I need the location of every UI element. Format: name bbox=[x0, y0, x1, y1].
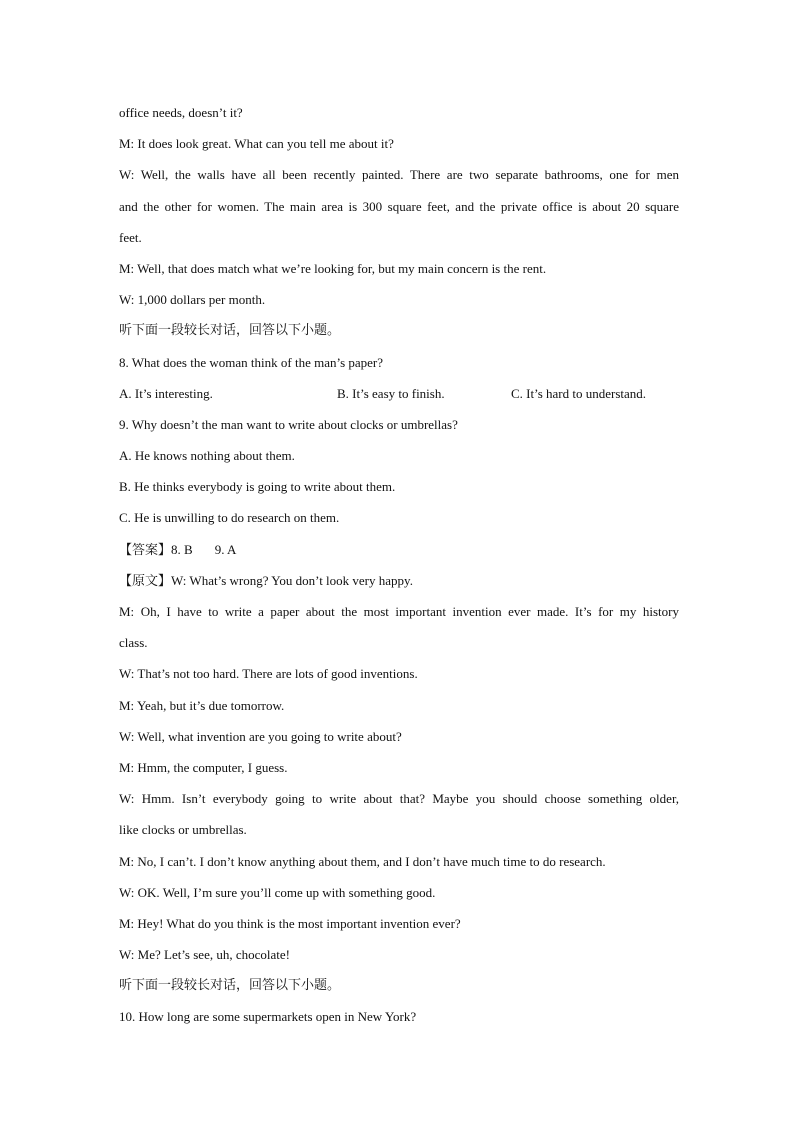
answer-line bbox=[119, 538, 679, 569]
dialogue-line: M: It does look great. What can you tell me about it? bbox=[119, 136, 394, 152]
option-b: B. He thinks everybody is going to write about them. bbox=[119, 479, 396, 495]
original-label: 【原文】 bbox=[119, 573, 172, 589]
dialogue-line: M: Hey! What do you think is the most important invention ever? bbox=[119, 915, 461, 931]
dialogue-line: W: Well, the walls have all been recently painted. There are two separate bathrooms, one for men bbox=[119, 167, 679, 183]
dialogue-line-continued: and the other for women. The main area is 300 square feet, and the private office is about 20 square bbox=[119, 198, 679, 214]
dialogue-line: W: OK. Well, I’m sure you’ll come up with something good. bbox=[119, 884, 436, 900]
option-b: B. It’s easy to finish. bbox=[337, 385, 445, 401]
text-line: office needs, doesn’t it? bbox=[119, 105, 243, 120]
dialogue-line: W: What’s wrong? You don’t look very happy. bbox=[171, 572, 413, 588]
answer-9: 9. A bbox=[214, 541, 237, 557]
original-text-line bbox=[119, 569, 679, 600]
dialogue-line: M: Well, that does match what we’re looking for, but my main concern is the rent. bbox=[119, 260, 547, 276]
dialogue-line: W: Well, what invention are you going to write about? bbox=[119, 728, 402, 744]
dialogue-line: M: Hmm, the computer, I guess. bbox=[119, 759, 288, 775]
section-instruction: 听下面一段较长对话，回答以下小题。 bbox=[119, 978, 341, 994]
dialogue-line: M: Oh, I have to write a paper about the most important invention ever made. It’s for my history bbox=[119, 604, 679, 619]
dialogue-line-continued: class. bbox=[119, 635, 148, 651]
option-c: C. He is unwilling to do research on them. bbox=[119, 510, 340, 526]
dialogue-line: W: Hmm. Isn’t everybody going to write about that? Maybe you should choose something older, bbox=[119, 791, 679, 807]
dialogue-line: M: No, I can’t. I don’t know anything about them, and I don’t have much time to do research. bbox=[119, 853, 606, 869]
dialogue-line-continued: feet. bbox=[119, 229, 142, 245]
dialogue-line: W: Me? Let’s see, uh, chocolate! bbox=[119, 947, 290, 963]
dialogue-line: W: That’s not too hard. There are lots of good inventions. bbox=[119, 666, 418, 682]
question-8: 8. What does the woman think of the man’s paper? bbox=[119, 354, 384, 370]
option-a: A. He knows nothing about them. bbox=[119, 448, 295, 464]
dialogue-line: M: Yeah, but it’s due tomorrow. bbox=[119, 697, 285, 713]
option-a: A. It’s interesting. bbox=[119, 385, 213, 401]
question-10: 10. How long are some supermarkets open in New York? bbox=[119, 1009, 417, 1025]
document-body bbox=[119, 101, 679, 1037]
dialogue-line: W: 1,000 dollars per month. bbox=[119, 292, 266, 308]
dialogue-line-continued: like clocks or umbrellas. bbox=[119, 822, 247, 838]
answer-8: 8. B bbox=[171, 541, 193, 557]
question-9: 9. Why doesn’t the man want to write about clocks or umbrellas? bbox=[119, 416, 458, 432]
answer-label: 【答案】 bbox=[119, 542, 172, 558]
question-8-options bbox=[119, 382, 679, 413]
section-instruction: 听下面一段较长对话，回答以下小题。 bbox=[119, 323, 341, 339]
option-c: C. It’s hard to understand. bbox=[511, 385, 647, 401]
